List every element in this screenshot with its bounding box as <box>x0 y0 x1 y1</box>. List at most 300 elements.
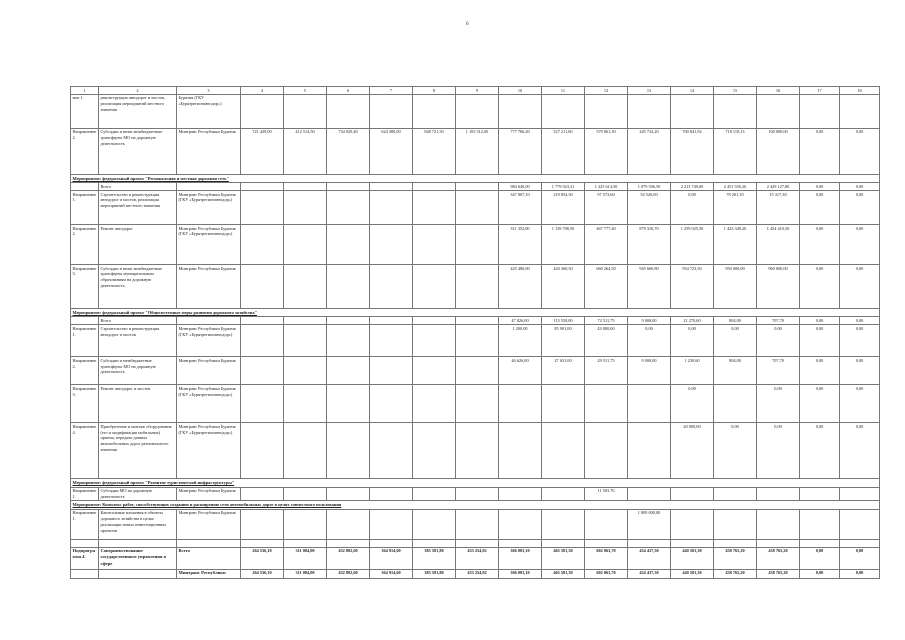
table-cell <box>284 225 327 265</box>
table-cell: Направление 1. <box>71 325 99 357</box>
table-cell <box>241 487 284 501</box>
table-cell <box>284 539 327 547</box>
header-cell: 8 <box>413 87 456 95</box>
table-cell <box>499 487 542 501</box>
table-cell: 0,00 <box>671 191 714 225</box>
table-cell: 0,00 <box>757 325 800 357</box>
table-cell: 0,00 <box>800 385 840 423</box>
table-cell <box>671 487 714 501</box>
table-cell: 11 503,76 <box>585 487 628 501</box>
table-cell: 707,70 <box>757 317 800 325</box>
table-cell: 364 914,60 <box>370 569 413 578</box>
table-cell: Минтранс Республики Бурятия <box>177 487 241 501</box>
table-cell: Минтранс Республики Бурятия <box>177 357 241 385</box>
table-cell: 0,00 <box>800 325 840 357</box>
table-cell: 0,00 <box>840 569 880 578</box>
header-cell: 13 <box>628 87 671 95</box>
table-cell: 0,00 <box>800 547 840 569</box>
table-cell: 579 861,30 <box>585 128 628 174</box>
table-cell: 219 854,30 <box>542 191 585 225</box>
table-cell <box>370 357 413 385</box>
table-cell: 54 526,00 <box>628 191 671 225</box>
table-cell <box>241 265 284 309</box>
section-row <box>71 479 880 487</box>
table-cell <box>327 94 370 128</box>
table-cell <box>241 509 284 539</box>
table-cell <box>800 94 840 128</box>
table-cell <box>284 385 327 423</box>
table-cell: Направление 1. <box>71 487 99 501</box>
table-cell: 433 254,02 <box>456 569 499 578</box>
table-cell <box>284 509 327 539</box>
table-cell: 100 000,00 <box>757 128 800 174</box>
table-cell: 113 550,00 <box>542 317 585 325</box>
table-cell <box>71 317 99 325</box>
table-cell: 264 536,10 <box>241 547 284 569</box>
table-cell <box>284 191 327 225</box>
table-cell: 1 225 614,50 <box>585 183 628 191</box>
table-cell <box>413 487 456 501</box>
table-row <box>71 325 880 357</box>
table-cell: 660 264,50 <box>585 265 628 309</box>
table-cell: 1 105 512,00 <box>456 128 499 174</box>
table-cell: 438 765,20 <box>714 569 757 578</box>
table-cell: 1 139 708,50 <box>542 225 585 265</box>
table-cell <box>714 487 757 501</box>
table-cell: мие 1. <box>71 94 99 128</box>
table-cell: Минтранс Республики Бурятия (ГКУ «Бурятрегионавтодор») <box>177 423 241 479</box>
table-cell <box>542 539 585 547</box>
table-cell <box>241 325 284 357</box>
table-cell <box>370 317 413 325</box>
table-cell <box>840 487 880 501</box>
table-cell <box>241 225 284 265</box>
table-cell: 72 511,75 <box>585 317 628 325</box>
table-cell <box>585 509 628 539</box>
table-row <box>71 183 880 191</box>
table-row <box>71 547 880 569</box>
table-cell: 1 879 506,50 <box>628 183 671 191</box>
table-cell: 0,00 <box>628 325 671 357</box>
table-cell: 46 626,00 <box>499 357 542 385</box>
header-cell: 18 <box>840 87 880 95</box>
table-cell: 440 581,30 <box>671 569 714 578</box>
table-cell <box>585 385 628 423</box>
table-cell: реконструкция автодорог и мостов, реализация мероприятий местного значения <box>99 94 177 128</box>
table-cell <box>284 183 327 191</box>
table-cell <box>714 385 757 423</box>
table-cell: Субсидии и иные межбюджетные трансферты МО на дорожную деятельность <box>99 128 177 174</box>
section-title: Мероприятие: Комплекс работ, способствующих созданию и расширению сети автомобильных дорог в целях совместного пользования <box>71 501 880 509</box>
table-cell: 85 901,00 <box>542 325 585 357</box>
table-cell <box>456 94 499 128</box>
table-cell: 0,00 <box>840 128 880 174</box>
table-cell: 0,00 <box>757 385 800 423</box>
table-cell: Всего <box>99 183 177 191</box>
table-cell <box>800 487 840 501</box>
table-cell: 2 429 127,80 <box>757 183 800 191</box>
table-cell <box>370 94 413 128</box>
table-cell: 0,00 <box>800 317 840 325</box>
table-cell <box>628 385 671 423</box>
table-cell: 0,00 <box>671 385 714 423</box>
table-cell: 0,00 <box>714 325 757 357</box>
section-title: Мероприятие: федеральный проект "Региональная и местная дорожная сеть" <box>71 174 880 182</box>
table-cell <box>757 487 800 501</box>
table-cell <box>413 265 456 309</box>
table-cell: 700 841,92 <box>671 128 714 174</box>
table-row <box>71 423 880 479</box>
header-cell: 10 <box>499 87 542 95</box>
table-cell: 0,00 <box>840 183 880 191</box>
table-cell <box>456 317 499 325</box>
table-cell <box>327 191 370 225</box>
table-row <box>71 128 880 174</box>
table-row <box>71 509 880 539</box>
table-cell: Направление 2. <box>71 225 99 265</box>
table-cell <box>327 423 370 479</box>
table-cell <box>714 539 757 547</box>
table-cell <box>628 94 671 128</box>
table-cell: Бурятия (ГКУ «Бурятрегионавтодор») <box>177 94 241 128</box>
section-title: Мероприятие: федеральный проект "Общесистемные меры развития дорожного хозяйства" <box>71 309 880 317</box>
table-cell <box>456 225 499 265</box>
header-cell: 16 <box>757 87 800 95</box>
table-cell: 425 480,00 <box>499 265 542 309</box>
table-cell: Минтранс Республики Бурятия (ГКУ «Бурятрегионавтодор») <box>177 225 241 265</box>
table-cell <box>542 94 585 128</box>
table-cell <box>456 325 499 357</box>
table-cell: Строительство и реконструкция автодорог и мостов, реализация мероприятий местного значения <box>99 191 177 225</box>
header-row <box>71 87 880 95</box>
table-cell: 1 800 000,00 <box>628 509 671 539</box>
header-cell: 6 <box>327 87 370 95</box>
table-cell <box>370 423 413 479</box>
table-cell <box>284 357 327 385</box>
table-cell: 804,00 <box>714 317 757 325</box>
table-cell: Минтранс Республики Бурятия <box>177 265 241 309</box>
table-cell <box>456 265 499 309</box>
table-cell <box>241 94 284 128</box>
table-cell <box>757 509 800 539</box>
table-cell: 2 213 749,00 <box>671 183 714 191</box>
table-cell <box>542 385 585 423</box>
table-cell: Приобретение и монтаж оборудования (его и модификация мобильных) приема, передачи данных автомобильных дорог регионального значения <box>99 423 177 479</box>
table-cell: 420 360,50 <box>542 265 585 309</box>
table-cell <box>413 357 456 385</box>
table-cell <box>413 325 456 357</box>
table-cell <box>542 487 585 501</box>
section-row <box>71 309 880 317</box>
table-cell: Направление 2. <box>71 357 99 385</box>
header-cell: 11 <box>542 87 585 95</box>
table-cell <box>714 509 757 539</box>
table-cell <box>499 385 542 423</box>
section-row <box>71 174 880 182</box>
table-cell: 467 777,40 <box>585 225 628 265</box>
table-cell <box>327 539 370 547</box>
table-cell: Минтранс Республики Бурятия (ГКУ «Бурятрегионавтодор») <box>177 325 241 357</box>
table-cell: 0,00 <box>840 225 880 265</box>
table-cell: Подпрограмма 4. <box>71 547 99 569</box>
table-cell <box>327 385 370 423</box>
header-cell: 5 <box>284 87 327 95</box>
header-cell: 9 <box>456 87 499 95</box>
table-cell: 366 083,10 <box>499 569 542 578</box>
table-cell: 0,00 <box>714 423 757 479</box>
table-cell: 78 201,10 <box>714 191 757 225</box>
table-cell: 264 536,10 <box>241 569 284 578</box>
table-cell: 432 802,60 <box>327 547 370 569</box>
table-cell <box>456 487 499 501</box>
table-cell: Направление 3. <box>71 265 99 309</box>
table-cell: 1 779 923,31 <box>542 183 585 191</box>
table-cell: 433 254,02 <box>456 547 499 569</box>
table-cell <box>241 317 284 325</box>
table-cell: Ремонт автодорог <box>99 225 177 265</box>
table-cell: 311 084,00 <box>284 569 327 578</box>
table-cell <box>628 423 671 479</box>
table-cell <box>499 509 542 539</box>
table-cell <box>370 509 413 539</box>
table-cell <box>413 183 456 191</box>
table-cell: Направление 3. <box>71 385 99 423</box>
table-cell: 2 451 550,20 <box>714 183 757 191</box>
table-cell: 465 581,30 <box>542 547 585 569</box>
table-cell <box>370 539 413 547</box>
table-cell <box>585 423 628 479</box>
table-cell: Минтранс Республики Бурятия (ГКУ «Бурятрегионавтодор») <box>177 385 241 423</box>
table-cell: Капитальные вложения в объекты дорожного хозяйства в целях реализации новых инвестиционных проектов <box>99 509 177 539</box>
table-row <box>71 94 880 128</box>
table-cell: 777 766,20 <box>499 128 542 174</box>
table-cell: 0,00 <box>800 183 840 191</box>
table-cell <box>413 423 456 479</box>
table-cell: Всего <box>177 547 241 569</box>
table-cell <box>284 487 327 501</box>
table-cell <box>413 191 456 225</box>
table-cell <box>370 191 413 225</box>
table-cell <box>499 423 542 479</box>
table-cell: 15 317,30 <box>757 191 800 225</box>
budget-table <box>70 86 880 579</box>
table-cell <box>757 94 800 128</box>
table-cell: 385 581,80 <box>413 547 456 569</box>
table-cell: 718 118,13 <box>714 128 757 174</box>
page-mark: 6 <box>466 22 469 27</box>
table-cell: 1 200,00 <box>499 325 542 357</box>
table-cell: Минтранс Республики Бурятия <box>177 128 241 174</box>
table-cell: 804,00 <box>714 357 757 385</box>
table-cell: 602 063,70 <box>585 547 628 569</box>
table-cell: 0,00 <box>840 547 880 569</box>
table-cell: 0,00 <box>671 325 714 357</box>
table-cell <box>327 183 370 191</box>
table-cell: 0,00 <box>800 569 840 578</box>
table-cell: 438 765,20 <box>757 547 800 569</box>
table-cell: 347 807,10 <box>499 191 542 225</box>
table-row <box>71 569 880 578</box>
table-cell <box>177 539 241 547</box>
table-cell <box>241 191 284 225</box>
header-cell: 3 <box>177 87 241 95</box>
table-row <box>71 265 880 309</box>
table-cell <box>327 265 370 309</box>
table-cell <box>99 569 177 578</box>
table-cell: 43 000,00 <box>585 325 628 357</box>
table-row <box>71 225 880 265</box>
table-cell <box>499 539 542 547</box>
table-cell: 1 259 025,50 <box>671 225 714 265</box>
table-cell: 1 423 349,20 <box>714 225 757 265</box>
header-cell: 14 <box>671 87 714 95</box>
table-cell: 311 352,00 <box>499 225 542 265</box>
table-cell: 0,00 <box>840 357 880 385</box>
table-cell: Направление 4. <box>71 423 99 479</box>
table-cell: 434 437,30 <box>628 547 671 569</box>
table-cell: 47 826,00 <box>499 317 542 325</box>
table-cell: Субсидии и межбюджетные трансферты МО на дорожную деятельность <box>99 357 177 385</box>
table-cell <box>71 539 99 547</box>
table-cell <box>370 265 413 309</box>
table-cell: 954 723,50 <box>671 265 714 309</box>
table-cell <box>456 183 499 191</box>
table-cell: 434 437,30 <box>628 569 671 578</box>
table-cell <box>628 539 671 547</box>
table-cell: Субсидии и иные межбюджетные трансферты муниципальным образованиям на дорожную деятельность <box>99 265 177 309</box>
table-cell: Субсидии МО на дорожную деятельность <box>99 487 177 501</box>
section-title: Мероприятие: федеральный проект "Развитие туристической инфраструктуры" <box>71 479 880 487</box>
table-cell <box>71 569 99 578</box>
table-cell: 848 721,50 <box>413 128 456 174</box>
table-cell <box>99 539 177 547</box>
table-cell: 27 631,00 <box>542 357 585 385</box>
table-cell: Направление 1. <box>71 191 99 225</box>
table-cell <box>370 487 413 501</box>
table-cell: 311 084,00 <box>284 547 327 569</box>
table-cell: 29 511,75 <box>585 357 628 385</box>
table-cell <box>413 385 456 423</box>
table-cell: 950 000,00 <box>714 265 757 309</box>
table-cell: 9 000,00 <box>628 317 671 325</box>
table-cell <box>327 317 370 325</box>
header-cell: 12 <box>585 87 628 95</box>
table-cell: 245 732,20 <box>628 128 671 174</box>
table-cell <box>241 385 284 423</box>
table-cell: 20 000,00 <box>671 423 714 479</box>
table-cell: 960 000,00 <box>757 265 800 309</box>
table-cell <box>327 225 370 265</box>
table-cell <box>327 509 370 539</box>
table-cell: 707,70 <box>757 357 800 385</box>
table-cell <box>671 509 714 539</box>
table-cell <box>284 94 327 128</box>
table-cell: Ремонт автодорог и мостов <box>99 385 177 423</box>
table-cell <box>413 94 456 128</box>
table-cell <box>370 183 413 191</box>
table-cell <box>456 509 499 539</box>
table-cell <box>241 357 284 385</box>
table-cell <box>327 487 370 501</box>
table-cell: 0,00 <box>800 357 840 385</box>
table-cell: 0,00 <box>840 265 880 309</box>
table-cell: 438 765,20 <box>757 569 800 578</box>
header-cell: 4 <box>241 87 284 95</box>
table-row <box>71 385 880 423</box>
section-row <box>71 501 880 509</box>
table-cell: 440 581,30 <box>671 547 714 569</box>
table-cell <box>241 423 284 479</box>
table-cell: 0,00 <box>800 225 840 265</box>
table-cell <box>585 94 628 128</box>
table-cell: 366 083,10 <box>499 547 542 569</box>
table-row <box>71 317 880 325</box>
table-cell <box>456 539 499 547</box>
table-cell <box>840 94 880 128</box>
table-cell <box>413 509 456 539</box>
table-cell: Совершенствование государственного управления в сфере <box>99 547 177 569</box>
table-cell <box>456 385 499 423</box>
table-cell: 602 063,70 <box>585 569 628 578</box>
table-cell <box>800 509 840 539</box>
table-cell <box>413 225 456 265</box>
table-cell <box>327 357 370 385</box>
table-cell <box>370 385 413 423</box>
table-cell: 624 380,00 <box>370 128 413 174</box>
table-cell <box>241 183 284 191</box>
table-row <box>71 357 880 385</box>
table-cell: 438 765,20 <box>714 547 757 569</box>
table-cell: Минтранс Республики Бурятия <box>177 509 241 539</box>
header-cell: 15 <box>714 87 757 95</box>
table-cell <box>177 317 241 325</box>
table-cell: 0,00 <box>840 423 880 479</box>
table-cell: 21 270,60 <box>671 317 714 325</box>
table-cell: 0,00 <box>800 191 840 225</box>
table-body <box>71 87 880 579</box>
table-cell <box>542 423 585 479</box>
table-cell: 432 802,60 <box>327 569 370 578</box>
table-cell <box>370 225 413 265</box>
table-cell <box>71 183 99 191</box>
table-cell <box>585 539 628 547</box>
table-cell: 984 640,00 <box>499 183 542 191</box>
table-cell: 734 829,40 <box>327 128 370 174</box>
table-cell <box>456 423 499 479</box>
table-cell <box>284 325 327 357</box>
table-cell: 0,00 <box>840 191 880 225</box>
table-cell <box>499 94 542 128</box>
table-cell <box>757 539 800 547</box>
table-cell: 1 454 410,50 <box>757 225 800 265</box>
table-cell <box>456 357 499 385</box>
table-row <box>71 539 880 547</box>
table-cell: Строительство и реконструкция автодорог и мостов <box>99 325 177 357</box>
table-cell: 0,00 <box>757 423 800 479</box>
table-cell <box>671 94 714 128</box>
table-cell: 9 000,00 <box>628 357 671 385</box>
table-cell: 412 514,50 <box>284 128 327 174</box>
table-cell: Минтранс Республики Бурятия (ГКУ «Бурятрегионавтодор») <box>177 191 241 225</box>
table-cell: 0,00 <box>800 128 840 174</box>
table-cell <box>542 509 585 539</box>
table-cell <box>413 317 456 325</box>
table-cell: 364 914,60 <box>370 547 413 569</box>
table-cell: 1 230,60 <box>671 357 714 385</box>
table-row <box>71 191 880 225</box>
table-cell <box>284 265 327 309</box>
table-row <box>71 487 880 501</box>
